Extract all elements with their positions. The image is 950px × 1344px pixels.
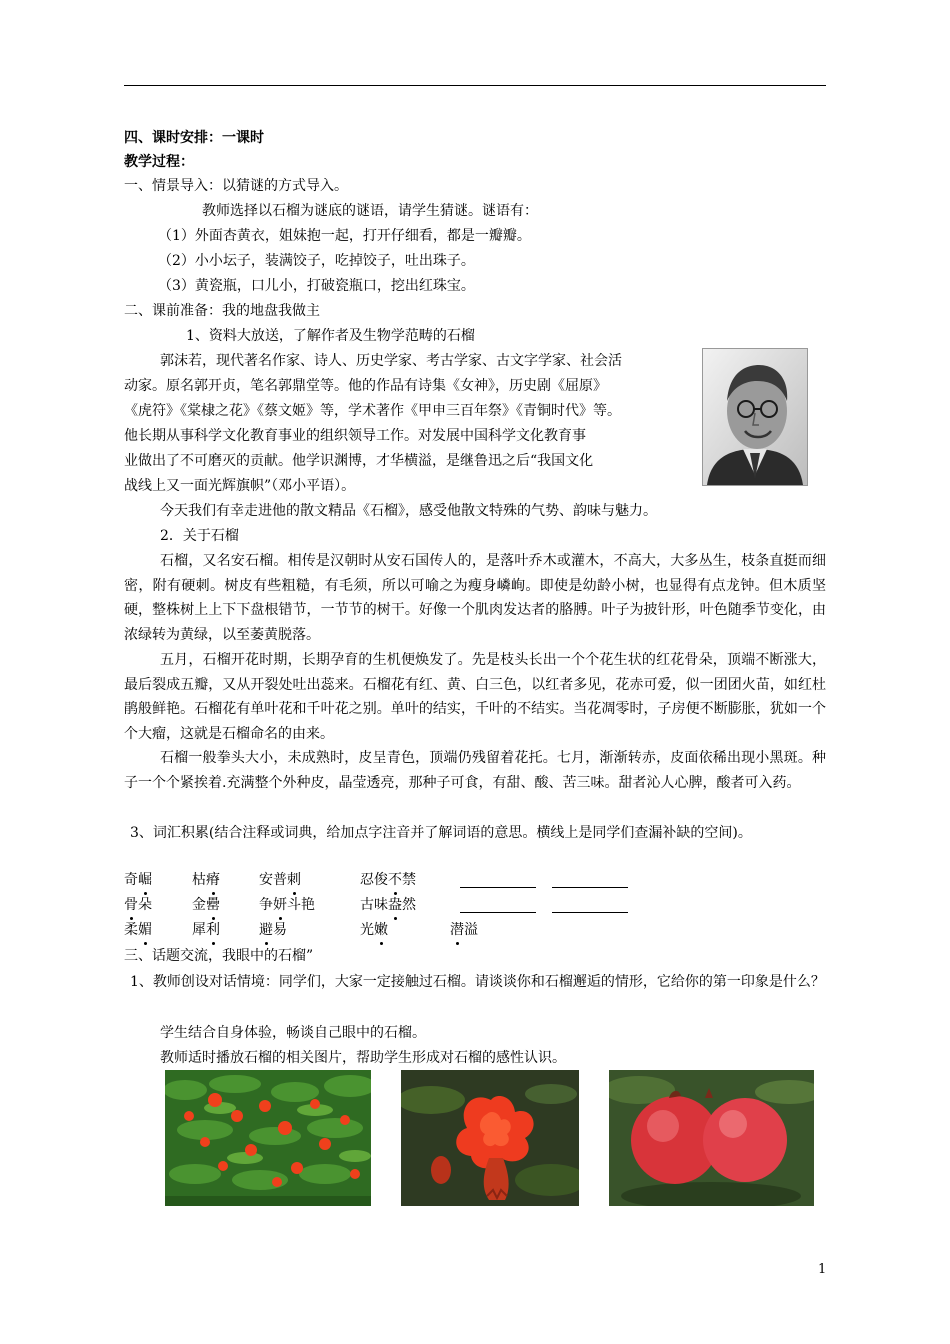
vocab-table bbox=[124, 869, 684, 944]
author-portrait bbox=[702, 348, 808, 486]
today-text: 今天我们有幸走进他的散文精品《石榴》，感受他散文特殊的气势、韵味与魅力。 bbox=[160, 503, 657, 519]
blank-line[interactable] bbox=[552, 912, 628, 913]
vocab-word: 忍俊不禁 bbox=[360, 869, 416, 891]
pomegranate-para-2: 五月，石榴开花时期，长期孕育的生机便焕发了。先是枝头长出一个个花生状的红花骨朵，顶端不断涨大，最后裂成五瓣，又从开裂处吐出蕊来。石榴花有红、黄、白三色，以红者多见，花赤可爱，似一团团火苗，如红杜鹃般鲜艳。石榴花有单叶花和千叶花之别。单叶的结实，千叶的不结实。当花凋零时，子房便不断膨胀，犹如一个个大瘤，这就是石榴命名的由来。 bbox=[124, 652, 826, 742]
section-four-heading: 四、课时安排：一课时 bbox=[124, 130, 264, 146]
header-rule bbox=[124, 85, 826, 86]
vocab-word: 金罍 bbox=[192, 894, 220, 916]
part2-sub1: 1、资料大放送，了解作者及生物学范畴的石榴 bbox=[186, 328, 475, 344]
vocab-row bbox=[124, 869, 684, 894]
vocab-word: 光嫩 bbox=[360, 919, 388, 941]
part1-heading: 一、情景导入：以猜谜的方式导入。 bbox=[124, 178, 348, 194]
riddle-3: （3）黄瓷瓶，口儿小，打破瓷瓶口，挖出红珠宝。 bbox=[158, 278, 475, 294]
part2-heading: 二、课前准备：我的地盘我做主 bbox=[124, 303, 320, 319]
blank-line[interactable] bbox=[460, 912, 536, 913]
part2-sub2: 2．关于石榴 bbox=[160, 528, 239, 544]
riddle-1: （1）外面杏黄衣，姐妹抱一起，打开仔细看，都是一瓣瓣。 bbox=[158, 228, 531, 244]
vocab-word: 犀利 bbox=[192, 919, 220, 941]
author-line-1: 郭沫若，现代著名作家、诗人、历史学家、考古学家、古文字学家、社会活 bbox=[160, 353, 622, 369]
process-title: 教学过程： bbox=[124, 154, 194, 170]
vocab-word: 骨朵 bbox=[124, 894, 152, 916]
vocab-word: 潜溢 bbox=[450, 919, 478, 941]
vocab-word: 争妍斗艳 bbox=[259, 894, 315, 916]
author-line-2: 动家。原名郭开贞，笔名郭鼎堂等。他的作品有诗集《女神》，历史剧《屈原》 bbox=[124, 378, 607, 394]
vocab-row bbox=[124, 894, 684, 919]
author-line-3: 《虎符》《棠棣之花》《蔡文姬》等，学术著作《甲申三百年祭》《青铜时代》等。 bbox=[124, 403, 621, 419]
author-line-6: 战线上又一面光辉旗帜”（邓小平语）。 bbox=[124, 478, 356, 494]
page-number: 1 bbox=[818, 1262, 827, 1277]
blank-line[interactable] bbox=[460, 887, 536, 888]
vocab-word: 古味盎然 bbox=[360, 894, 416, 916]
vocab-word: 柔媚 bbox=[124, 919, 152, 941]
pomegranate-fruits-image bbox=[609, 1070, 814, 1206]
blank-line[interactable] bbox=[552, 887, 628, 888]
vocab-word: 安普刺 bbox=[259, 869, 301, 891]
riddle-2: （2）小小坛子，装满饺子，吃掉饺子，吐出珠子。 bbox=[158, 253, 475, 269]
part1-intro: 教师选择以石榴为谜底的谜语，请学生猜谜。谜语有： bbox=[202, 203, 538, 219]
pomegranate-para-3: 石榴一般拳头大小，未成熟时，皮呈青色，顶端仍残留着花托。七月，渐渐转赤，皮面依稀出现小黑斑。种子一个个紧挨着.充满整个外种皮，晶莹透亮，那种子可食，有甜、酸、苦三味。甜者沁人心脾，酸者可入药。 bbox=[124, 750, 826, 791]
vocab-row bbox=[124, 919, 684, 944]
part3-heading: 三、话题交流，我眼中的石榴” bbox=[124, 948, 314, 964]
pomegranate-para-1: 石榴，又名安石榴。相传是汉朝时从安石国传人的，是落叶乔木或灌木，不高大，大多丛生，枝条直挺而细密，附有硬刺。树皮有些粗糙，有毛须，所以可喻之为瘦身嶙峋。即使是幼龄小树，也显得有点龙钟。但木质坚硬，整株树上上下下盘根错节，一节节的树干。好像一个肌肉发达者的胳膊。叶子为披针形，叶色随季节变化，由浓绿转为黄绿，以至萎黄脱落。 bbox=[124, 553, 826, 643]
author-line-4: 他长期从事科学文化教育事业的组织领导工作。对发展中国科学文化教育事 bbox=[124, 428, 586, 444]
students-text: 学生结合自身体验，畅谈自己眼中的石榴。 bbox=[160, 1025, 426, 1041]
vocab-word: 枯瘠 bbox=[192, 869, 220, 891]
part2-sub3: 3、词汇积累(结合注释或词典，给加点字注音并了解词语的意思。横线上是同学们查漏补缺的空间)。 bbox=[130, 825, 752, 841]
teacher-text: 教师适时播放石榴的相关图片，帮助学生形成对石榴的感性认识。 bbox=[160, 1050, 566, 1066]
pomegranate-flowers-bush-image bbox=[165, 1070, 371, 1206]
part3-item1: 1、教师创设对话情境：同学们，大家一定接触过石榴。请谈谈你和石榴邂逅的情形，它给你的第一印象是什么？ bbox=[130, 974, 825, 990]
author-line-5: 业做出了不可磨灭的贡献。他学识渊博，才华横溢，是继鲁迅之后“我国文化 bbox=[124, 453, 594, 469]
vocab-word: 避易 bbox=[259, 919, 287, 941]
vocab-word: 奇崛 bbox=[124, 869, 152, 891]
pomegranate-flower-closeup-image bbox=[401, 1070, 579, 1206]
